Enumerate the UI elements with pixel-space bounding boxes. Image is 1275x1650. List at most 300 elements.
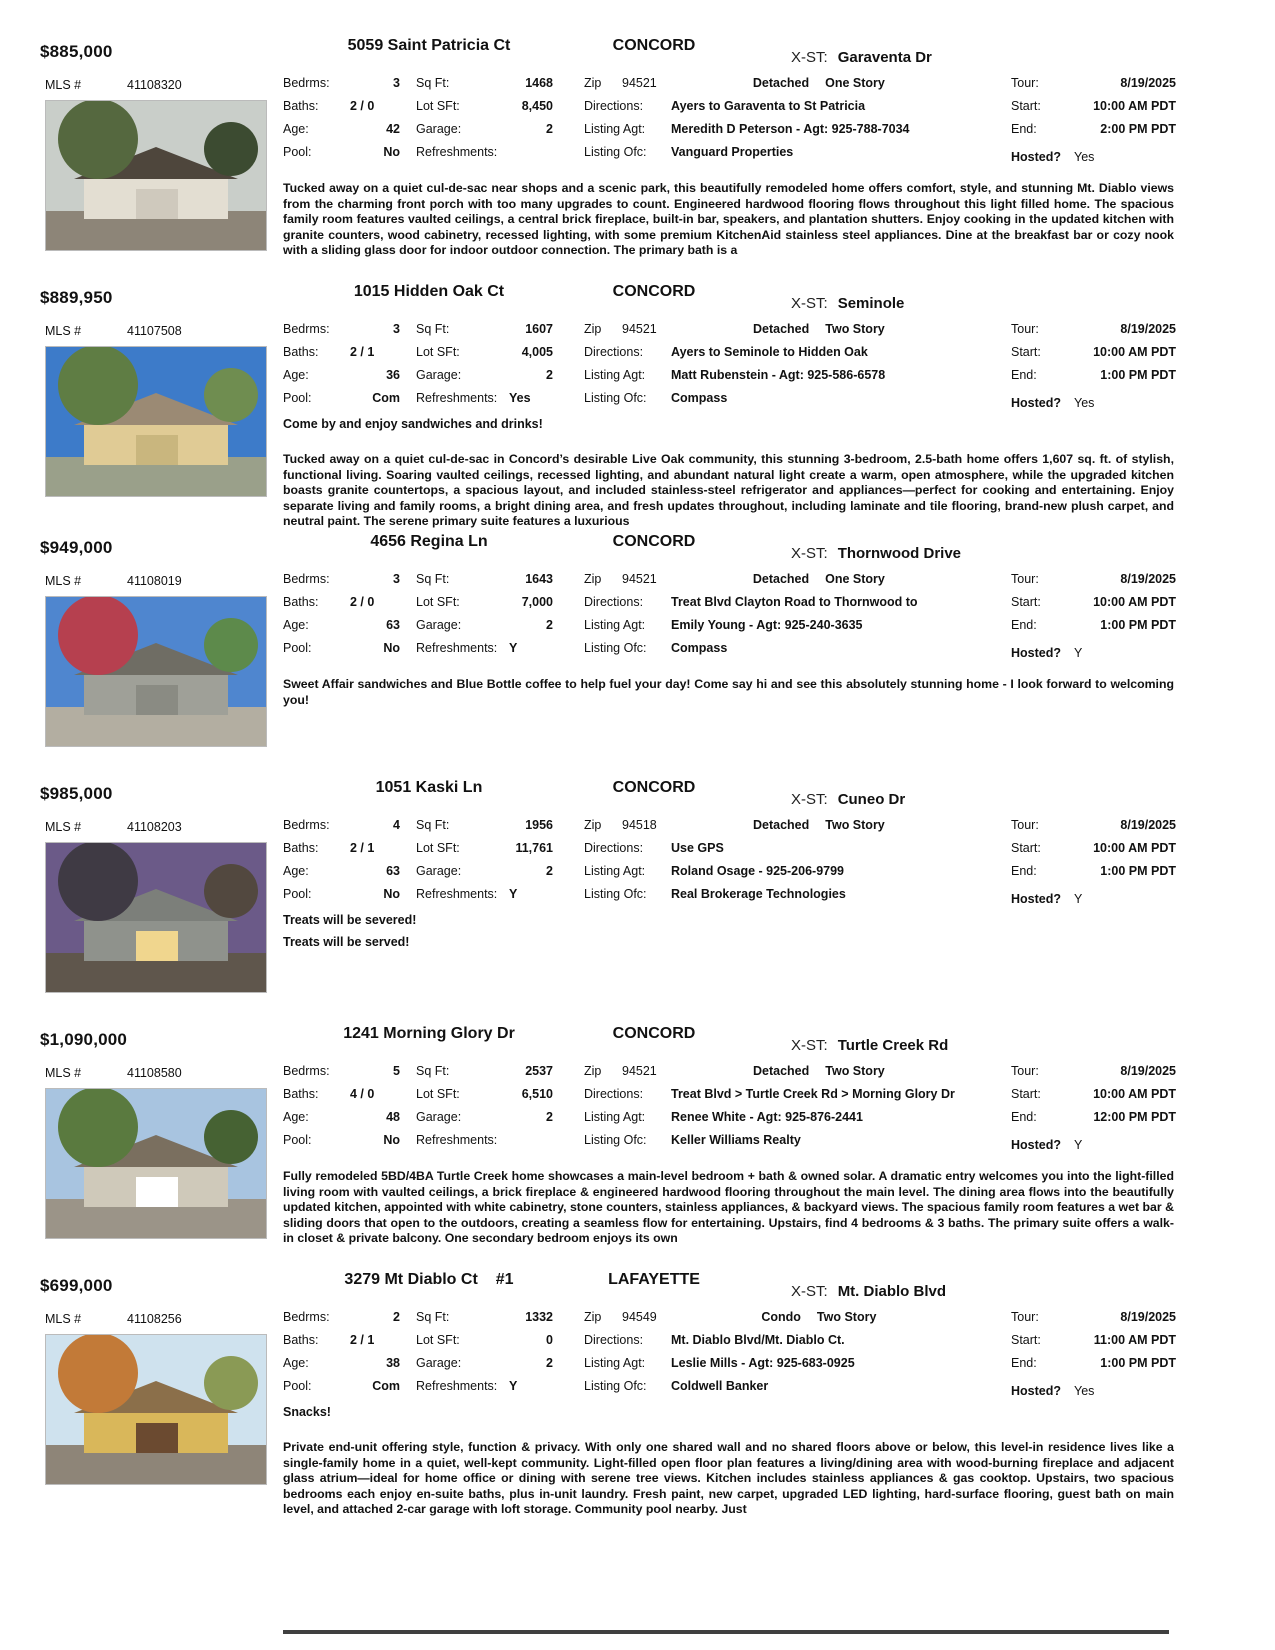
pool-label: Pool: (283, 145, 312, 159)
detail-row-1 (283, 76, 1176, 99)
listing-address (283, 530, 575, 551)
baths-label: Baths: (283, 345, 319, 359)
sqft-label: Sq Ft: (416, 1063, 450, 1078)
directions-label: Directions: (584, 345, 644, 359)
mls-number: 41108256 (127, 1311, 182, 1326)
listing-agent-value: Meredith D Peterson - Agt: 925-788-7034 (671, 122, 910, 136)
tour-label: Tour: (1011, 76, 1039, 90)
cross-street-value: Turtle Creek Rd (837, 1036, 949, 1054)
mls-row (45, 820, 283, 834)
cross-street (733, 280, 1275, 312)
zip-label: Zip (584, 571, 602, 586)
sqft-label: Sq Ft: (416, 1309, 450, 1324)
detail-row-4 (283, 145, 1176, 168)
property-type (657, 322, 1011, 336)
zip-type-zone (584, 1064, 1011, 1078)
lot-sqft-value: 4,005 (521, 345, 553, 359)
bedrooms-value: 3 (393, 322, 400, 336)
property-type (657, 818, 1011, 832)
listing-photo (45, 842, 267, 993)
pool-value: Com (372, 1378, 400, 1393)
detail-row-2 (283, 99, 1176, 122)
baths-value: 4 / 0 (350, 1086, 375, 1101)
zip-type-zone (584, 818, 1011, 832)
refreshments-label: Refreshments: (416, 391, 498, 405)
refreshments-label: Refreshments: (416, 1378, 498, 1393)
cross-street-value: Garaventa Dr (837, 49, 932, 66)
listing-header (40, 1268, 1275, 1310)
listing-left-column (40, 76, 283, 259)
detail-row-3 (283, 618, 1176, 641)
listing-header (40, 280, 1275, 322)
cross-street (733, 34, 1275, 66)
listing-description: Tucked away on a quiet cul-de-sac near shops and a scenic park, this beautifully remodeled home offers comfort, style, and stunning Mt. Diablo views from the charming front porch with too many upgrades to count. Engineered hardwood flooring flows throughout this light filled home. The spacious family room features vaulted ceilings, a central brick fireplace, built-in bar, speakers, and plantation shutters. Enjoy cooking in the updated kitchen with granite counters, wood cabinetry, recessed lighting, with some premium KitchenAid stainless steel appliances. Dine at the breakfast bar or cozy nook with a sliding glass door for indoor outdoor connection. The primary bath is a (283, 181, 1174, 258)
detail-row-2 (283, 1333, 1176, 1356)
mls-number: 41107508 (127, 324, 182, 338)
refreshments-label: Refreshments: (416, 1132, 498, 1147)
listing-city: CONCORD (612, 1024, 696, 1042)
cross-street-value: Thornwood Drive (837, 544, 962, 562)
listing-list (40, 34, 1275, 1518)
garage-label: Garage: (416, 1355, 462, 1370)
listing-agent-label: Listing Agt: (584, 863, 646, 878)
directions-label: Directions: (584, 840, 644, 855)
property-stories-value: Two Story (825, 817, 885, 832)
cross-street-label: X-ST: (791, 1282, 828, 1300)
address-unit: #1 (495, 1270, 514, 1288)
listing-city: CONCORD (612, 532, 696, 550)
garage-value: 2 (546, 1355, 553, 1370)
detail-row-3 (283, 122, 1176, 145)
listing-description: Tucked away on a quiet cul-de-sac in Concord’s desirable Live Oak community, this stunning 3-bedroom, 2.5-bath home offers 1,607 sq. ft. of stylish, functional living. Soaring vaulted ceilings, recessed lighting, and abundant natural light create a warm, open atmosphere, while the upgraded kitchen boasts granite countertops, a spacious layout, and included stainless-steel refrigerator and appliances—perfect for cooking and entertaining. Enjoy separate living and family rooms, a bright dining area, and fresh updates throughout, including laminate and tile flooring, brand-new plush carpet, and neutral paint. The serene primary suite features a luxurious (283, 452, 1174, 529)
listing-photo-graphic (46, 1089, 266, 1238)
directions-label: Directions: (584, 1332, 644, 1347)
listing-right-column (283, 1064, 1275, 1247)
listing-office-value: Compass (671, 640, 728, 655)
hosted-row (1011, 1138, 1176, 1152)
age-value: 42 (386, 122, 400, 136)
listing-agent-label: Listing Agt: (584, 1355, 646, 1370)
garage-value: 2 (546, 122, 553, 136)
listing-notes (283, 913, 1176, 957)
baths-label: Baths: (283, 1332, 319, 1347)
zip-type-zone (584, 322, 1011, 336)
age-value: 63 (386, 863, 400, 878)
listing-office-label: Listing Ofc: (584, 1378, 647, 1393)
start-label: Start: (1011, 1332, 1041, 1347)
mls-label: MLS # (45, 78, 82, 92)
hosted-label: Hosted? (1011, 645, 1061, 660)
lot-sqft-label: Lot SFt: (416, 594, 460, 609)
listing-agent-label: Listing Agt: (584, 368, 646, 382)
pool-value: No (383, 1132, 400, 1147)
zip-value: 94518 (622, 817, 657, 832)
footer-divider (283, 1630, 1169, 1634)
hosted-row (1011, 892, 1176, 906)
listing-photo-graphic (46, 1335, 266, 1484)
start-time: 10:00 AM PDT (1093, 99, 1176, 113)
listing-office-label: Listing Ofc: (584, 886, 647, 901)
pool-value: No (383, 886, 400, 901)
detail-row-3 (283, 1110, 1176, 1133)
property-stories-value: One Story (825, 571, 885, 586)
hosted-row (1011, 150, 1176, 164)
property-stories-value: Two Story (825, 322, 885, 336)
listing-body (40, 818, 1275, 993)
listing-address (283, 776, 575, 797)
end-time: 1:00 PM PDT (1100, 1355, 1176, 1370)
end-time: 1:00 PM PDT (1100, 863, 1176, 878)
lot-sqft-label: Lot SFt: (416, 99, 460, 113)
property-type-value: Detached (752, 1063, 810, 1078)
zip-label: Zip (584, 76, 602, 90)
tour-date: 8/19/2025 (1120, 571, 1176, 586)
listing-note: Snacks! (283, 1404, 331, 1419)
detail-row-1 (283, 572, 1176, 595)
listing-note: Treats will be served! (283, 934, 410, 949)
listing-price: $889,950 (40, 288, 113, 307)
detail-row-2 (283, 841, 1176, 864)
hosted-value: Y (1074, 645, 1083, 660)
listing-right-column (283, 1310, 1275, 1518)
detail-row-4 (283, 641, 1176, 664)
hosted-value: Y (1074, 1137, 1083, 1152)
directions-value: Ayers to Seminole to Hidden Oak (671, 345, 868, 359)
listing-office-value: Coldwell Banker (671, 1378, 769, 1393)
address-text: 1241 Morning Glory Dr (343, 1024, 515, 1042)
tour-label: Tour: (1011, 1309, 1039, 1324)
detail-row-4 (283, 391, 1176, 414)
listing-photo-graphic (46, 597, 266, 746)
mls-row (45, 1066, 283, 1080)
listing-price: $699,000 (40, 1275, 113, 1295)
property-type (657, 1064, 1011, 1078)
age-label: Age: (283, 617, 309, 632)
listing-address (283, 1268, 575, 1289)
baths-label: Baths: (283, 840, 319, 855)
end-label: End: (1011, 1109, 1037, 1124)
listing-agent-label: Listing Agt: (584, 122, 646, 136)
listing-price: $949,000 (40, 537, 113, 557)
tour-label: Tour: (1011, 322, 1039, 336)
listing-city: LAFAYETTE (608, 1270, 700, 1288)
start-label: Start: (1011, 840, 1041, 855)
listing-photo (45, 596, 267, 747)
refreshments-value: Y (509, 640, 518, 655)
listing-right-column (283, 818, 1275, 993)
pool-label: Pool: (283, 640, 312, 655)
lot-sqft-label: Lot SFt: (416, 1332, 460, 1347)
age-label: Age: (283, 863, 309, 878)
cross-street (733, 1022, 1275, 1054)
lot-sqft-label: Lot SFt: (416, 345, 460, 359)
listing-photo-graphic (46, 101, 266, 250)
cross-street-value: Seminole (837, 295, 905, 312)
listing-office-value: Compass (671, 391, 728, 405)
listing-left-column (40, 818, 283, 993)
pool-label: Pool: (283, 1378, 312, 1393)
lot-sqft-value: 11,761 (515, 840, 553, 855)
property-type-value: Detached (752, 817, 810, 832)
end-time: 12:00 PM PDT (1093, 1109, 1176, 1124)
detail-row-4 (283, 1133, 1176, 1156)
hosted-row (1011, 646, 1176, 660)
start-label: Start: (1011, 99, 1041, 113)
garage-label: Garage: (416, 368, 462, 382)
lot-sqft-label: Lot SFt: (416, 1086, 460, 1101)
listing-left-column (40, 322, 283, 530)
property-type-value: Detached (752, 322, 810, 336)
listing-note: Treats will be severed! (283, 912, 417, 927)
sqft-label: Sq Ft: (416, 571, 450, 586)
garage-label: Garage: (416, 122, 462, 136)
pool-label: Pool: (283, 391, 312, 405)
age-value: 48 (386, 1109, 400, 1124)
listing-city: CONCORD (612, 778, 696, 796)
bedrooms-value: 5 (393, 1063, 400, 1078)
sqft-label: Sq Ft: (416, 817, 450, 832)
bedrooms-value: 2 (393, 1309, 400, 1324)
property-type (657, 1310, 1011, 1324)
address-text: 3279 Mt Diablo Ct (344, 1270, 478, 1288)
cross-street (733, 1268, 1275, 1300)
tour-date: 8/19/2025 (1120, 322, 1176, 336)
hosted-value: Yes (1074, 396, 1095, 410)
zip-type-zone (584, 76, 1011, 90)
listing-left-column (40, 1310, 283, 1518)
mls-label: MLS # (45, 819, 82, 834)
listing-body (40, 76, 1275, 259)
hosted-label: Hosted? (1011, 891, 1061, 906)
property-stories-value: Two Story (816, 1309, 877, 1324)
bedrooms-label: Bedrms: (283, 817, 330, 832)
listing-description: Sweet Affair sandwiches and Blue Bottle coffee to help fuel your day! Come say hi and see this absolutely stunning home - I look forward to welcoming you! (283, 676, 1174, 707)
listing-price: $1,090,000 (40, 1029, 128, 1049)
listing-notes (283, 417, 1176, 439)
bedrooms-label: Bedrms: (283, 1309, 330, 1324)
refreshments-label: Refreshments: (416, 640, 498, 655)
listing-address (283, 34, 575, 55)
listing-header (40, 530, 1275, 572)
listing-photo-graphic (46, 843, 266, 992)
zip-label: Zip (584, 1063, 602, 1078)
listing-card (40, 1268, 1275, 1518)
baths-value: 2 / 1 (350, 840, 375, 855)
listing-office-label: Listing Ofc: (584, 1132, 647, 1147)
listing-description: Fully remodeled 5BD/4BA Turtle Creek home showcases a main-level bedroom + bath & owned solar. A dramatic entry welcomes you into the light-filled living room with vaulted ceilings, a brick fireplace & engineered hardwood flooring throughout the main level. The dining area flows into the beautifully updated kitchen, appointed with white cabinetry, stone counters, stainless appliances, & backyard views. The spacious family room features a wet bar & sliding doors that open to the outdoors, creating a seamless flow for entertaining. Upstairs, find 4 bedrooms & 3 baths. The primary suite offers a walk-in closet & private balcony. One secondary bedroom enjoys its own (283, 1168, 1174, 1246)
sqft-value: 1607 (525, 322, 553, 336)
detail-row-2 (283, 345, 1176, 368)
zip-value: 94521 (622, 571, 657, 586)
directions-value: Ayers to Garaventa to St Patricia (671, 99, 866, 113)
bedrooms-value: 3 (393, 571, 400, 586)
garage-label: Garage: (416, 617, 462, 632)
age-label: Age: (283, 1355, 309, 1370)
listing-address (283, 1022, 575, 1043)
end-label: End: (1011, 122, 1037, 136)
hosted-label: Hosted? (1011, 1383, 1061, 1398)
detail-row-3 (283, 368, 1176, 391)
mls-row (45, 574, 283, 588)
directions-value: Treat Blvd > Turtle Creek Rd > Morning Glory Dr (671, 1086, 955, 1101)
garage-value: 2 (546, 617, 553, 632)
garage-value: 2 (546, 863, 553, 878)
hosted-row (1011, 396, 1176, 410)
cross-street-label: X-ST: (791, 544, 828, 562)
start-time: 10:00 AM PDT (1093, 840, 1176, 855)
tour-date: 8/19/2025 (1120, 1063, 1176, 1078)
lot-sqft-label: Lot SFt: (416, 840, 460, 855)
address-text: 1015 Hidden Oak Ct (353, 283, 505, 300)
property-stories-value: One Story (825, 76, 885, 90)
mls-row (45, 1312, 283, 1326)
zip-type-zone (584, 1310, 1011, 1324)
start-label: Start: (1011, 345, 1041, 359)
hosted-label: Hosted? (1011, 396, 1061, 410)
age-value: 36 (386, 368, 400, 382)
baths-label: Baths: (283, 1086, 319, 1101)
hosted-value: Yes (1074, 150, 1095, 164)
tour-date: 8/19/2025 (1120, 76, 1176, 90)
start-time: 10:00 AM PDT (1093, 594, 1176, 609)
listing-card (40, 280, 1275, 530)
listing-right-column (283, 76, 1275, 259)
mls-label: MLS # (45, 1311, 82, 1326)
listing-card (40, 1022, 1275, 1268)
listing-description: Private end-unit offering style, function & privacy. With only one shared wall and no shared floors above or below, this level-in residence lives like a single-family home in a quiet, well-kept community. Light-filled open floor plan features a living/dining area with wood-burning fireplace and adjacent glass atrium—ideal for home office or dining with serene tree views. Kitchen includes stainless appliances & gas cooktop. Upstairs, two spacious bedrooms each enjoy en-suite baths, plus in-unit laundry. Fresh paint, new carpet, upgraded LED lighting, hard-surface flooring, guest bath on main level, and attached 2-car garage with loft storage. Community pool nearby. Just (283, 1439, 1174, 1517)
listing-agent-value: Matt Rubenstein - Agt: 925-586-6578 (671, 368, 886, 382)
listing-agent-value: Leslie Mills - Agt: 925-683-0925 (671, 1355, 855, 1370)
address-text: 1051 Kaski Ln (375, 778, 483, 796)
listing-card (40, 34, 1275, 280)
zip-type-zone (584, 572, 1011, 586)
listing-body (40, 322, 1275, 530)
listing-agent-value: Emily Young - Agt: 925-240-3635 (671, 617, 863, 632)
zip-value: 94521 (622, 322, 657, 336)
zip-value: 94521 (622, 76, 657, 90)
pool-value: No (383, 640, 400, 655)
listing-agent-label: Listing Agt: (584, 1109, 646, 1124)
mls-label: MLS # (45, 324, 82, 338)
listing-header (40, 34, 1275, 76)
cross-street-label: X-ST: (791, 790, 828, 808)
property-type-value: Detached (752, 571, 810, 586)
hosted-value: Yes (1074, 1383, 1095, 1398)
bedrooms-label: Bedrms: (283, 76, 330, 90)
sqft-value: 1956 (525, 817, 553, 832)
mls-row (45, 324, 283, 338)
listing-address (283, 280, 575, 301)
mls-number: 41108580 (127, 1065, 182, 1080)
start-time: 10:00 AM PDT (1093, 1086, 1176, 1101)
detail-row-1 (283, 1310, 1176, 1333)
listing-card (40, 530, 1275, 776)
bedrooms-value: 4 (393, 817, 400, 832)
detail-row-4 (283, 887, 1176, 910)
garage-label: Garage: (416, 1109, 462, 1124)
zip-value: 94549 (622, 1309, 657, 1324)
garage-value: 2 (546, 1109, 553, 1124)
listing-agent-label: Listing Agt: (584, 617, 646, 632)
tour-label: Tour: (1011, 571, 1039, 586)
mls-number: 41108320 (127, 78, 182, 92)
garage-value: 2 (546, 368, 553, 382)
baths-label: Baths: (283, 99, 319, 113)
directions-value: Use GPS (671, 840, 724, 855)
lot-sqft-value: 8,450 (521, 99, 553, 113)
listing-office-label: Listing Ofc: (584, 391, 647, 405)
directions-label: Directions: (584, 594, 644, 609)
listing-city: CONCORD (612, 283, 696, 300)
directions-value: Treat Blvd Clayton Road to Thornwood to (671, 594, 918, 609)
bedrooms-value: 3 (393, 76, 400, 90)
listing-body (40, 1310, 1275, 1518)
end-label: End: (1011, 863, 1037, 878)
detail-row-1 (283, 818, 1176, 841)
age-value: 38 (386, 1355, 400, 1370)
listing-card (40, 776, 1275, 1022)
tour-label: Tour: (1011, 1063, 1039, 1078)
listing-photo (45, 1334, 267, 1485)
cross-street-label: X-ST: (791, 49, 828, 66)
directions-label: Directions: (584, 1086, 644, 1101)
age-value: 63 (386, 617, 400, 632)
detail-row-3 (283, 864, 1176, 887)
sqft-value: 1468 (525, 76, 553, 90)
detail-row-3 (283, 1356, 1176, 1379)
listing-body (40, 1064, 1275, 1247)
baths-label: Baths: (283, 594, 319, 609)
property-type-value: Detached (752, 76, 810, 90)
directions-value: Mt. Diablo Blvd/Mt. Diablo Ct. (671, 1332, 845, 1347)
start-label: Start: (1011, 594, 1041, 609)
refreshments-value: Y (509, 886, 518, 901)
tour-label: Tour: (1011, 817, 1039, 832)
listing-office-label: Listing Ofc: (584, 640, 647, 655)
age-label: Age: (283, 1109, 309, 1124)
zip-label: Zip (584, 817, 602, 832)
mls-number: 41108019 (127, 573, 182, 588)
mls-number: 41108203 (127, 819, 182, 834)
tour-date: 8/19/2025 (1120, 817, 1176, 832)
property-type (657, 76, 1011, 90)
sqft-label: Sq Ft: (416, 322, 450, 336)
address-text: 5059 Saint Patricia Ct (347, 37, 511, 54)
listing-office-value: Keller Williams Realty (671, 1132, 801, 1147)
baths-value: 2 / 1 (350, 345, 375, 359)
mls-label: MLS # (45, 573, 82, 588)
detail-row-2 (283, 1087, 1176, 1110)
pool-value: No (383, 145, 400, 159)
refreshments-value: Yes (509, 391, 531, 405)
cross-street-value: Cuneo Dr (837, 790, 906, 808)
start-time: 10:00 AM PDT (1093, 345, 1176, 359)
listing-notes (283, 1405, 1176, 1427)
end-time: 2:00 PM PDT (1100, 122, 1176, 136)
listing-right-column (283, 322, 1275, 530)
start-label: Start: (1011, 1086, 1041, 1101)
end-label: End: (1011, 368, 1037, 382)
detail-row-4 (283, 1379, 1176, 1402)
start-time: 11:00 AM PDT (1093, 1332, 1176, 1347)
mls-label: MLS # (45, 1065, 82, 1080)
hosted-row (1011, 1384, 1176, 1398)
baths-value: 2 / 1 (350, 1332, 375, 1347)
garage-label: Garage: (416, 863, 462, 878)
hosted-label: Hosted? (1011, 1137, 1061, 1152)
detail-row-2 (283, 595, 1176, 618)
sqft-value: 1643 (525, 571, 553, 586)
